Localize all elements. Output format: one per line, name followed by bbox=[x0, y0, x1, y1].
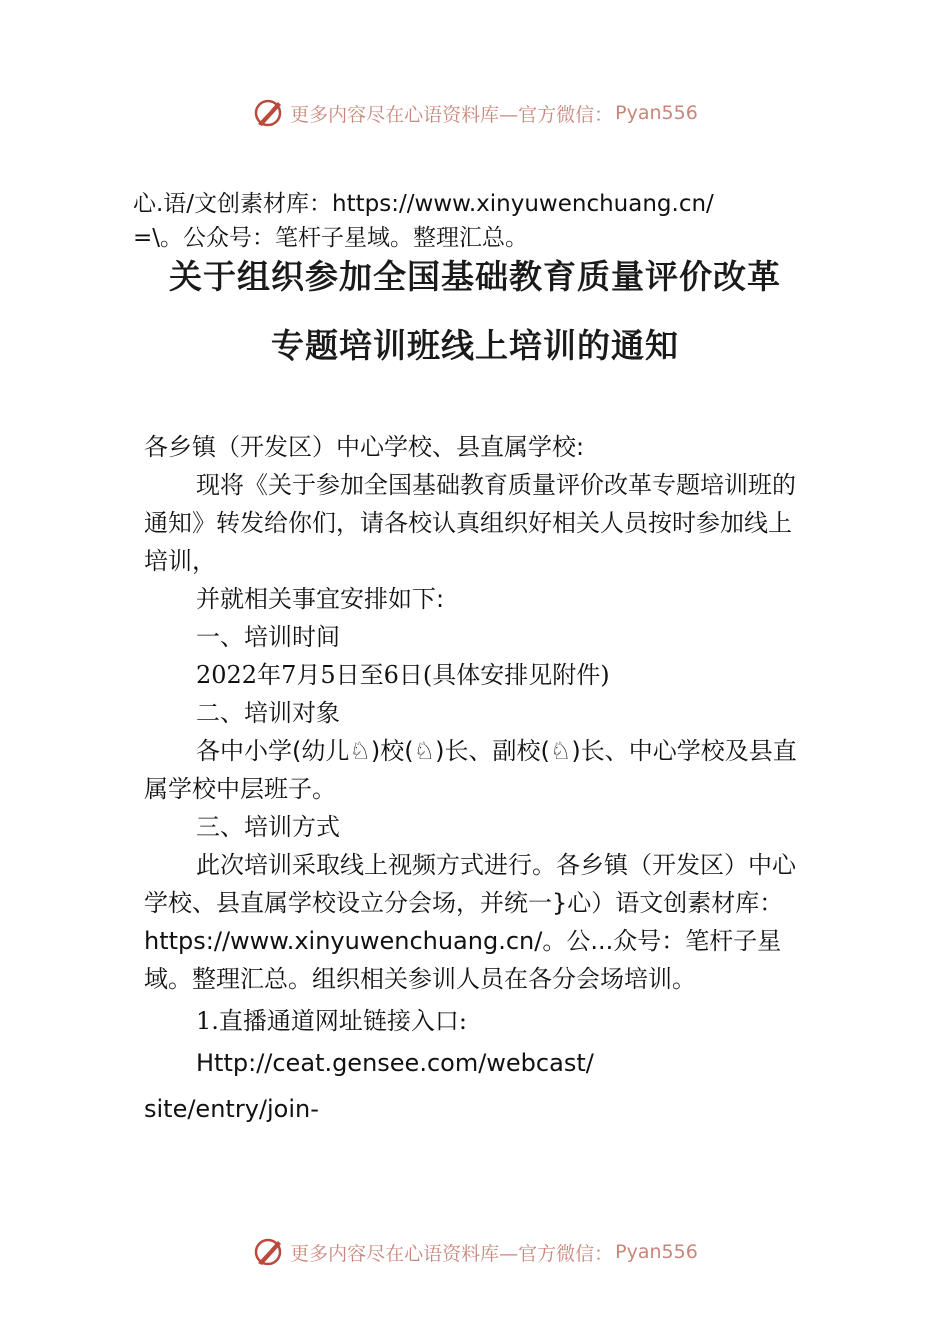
section-2-body: 各中小学(幼儿♘)校(♘)长、副校(♘)长、中心学校及县直属学校中层班子。 bbox=[144, 737, 797, 803]
source-notice bbox=[133, 187, 813, 255]
notice-line-2: =\。公众号：笔杆子星域。整理汇总。 bbox=[133, 225, 529, 251]
banner-wechat-id: Pyan556 bbox=[615, 102, 698, 124]
quill-logo-icon bbox=[252, 96, 286, 130]
intro-paragraph: 现将《关于参加全国基础教育质量评价改革专题培训班的通知》转发给你们，请各校认真组织好相关人员按时参加线上培训， bbox=[144, 471, 796, 575]
live-url-line-1[interactable]: Http://ceat.gensee.com/webcast/ bbox=[196, 1049, 594, 1077]
arrange-paragraph: 并就相关事宜安排如下: bbox=[196, 585, 445, 613]
document-title-line-2: 专题培训班线上培训的通知 bbox=[271, 326, 679, 365]
live-url-line-2[interactable]: site/entry/join- bbox=[144, 1095, 319, 1123]
live-channel-label: 1.直播通道网址链接入口: bbox=[196, 1007, 467, 1035]
section-1-heading: 一、培训时间 bbox=[196, 623, 340, 651]
section-1-body: 2022年7月5日至6日(具体安排见附件) bbox=[196, 661, 610, 689]
document-title-line-1: 关于组织参加全国基础教育质量评价改革 bbox=[169, 257, 781, 296]
notice-line-1: 心.语/文创素材库：https://www.xinyuwenchuang.cn/ bbox=[133, 191, 714, 217]
quill-logo-icon bbox=[252, 1235, 286, 1269]
banner-text: 更多内容尽在心语资料库—官方微信： bbox=[290, 1242, 614, 1265]
section-2-heading: 二、培训对象 bbox=[196, 699, 340, 727]
banner-wechat-id: Pyan556 bbox=[615, 1241, 698, 1263]
banner-text: 更多内容尽在心语资料库—官方微信： bbox=[290, 103, 614, 126]
header-banner bbox=[0, 93, 950, 133]
salutation: 各乡镇（开发区）中心学校、县直属学校: bbox=[144, 433, 585, 461]
footer-banner bbox=[0, 1232, 950, 1272]
section-3-body: 此次培训采取线上视频方式进行。各乡镇（开发区）中心学校、县直属学校设立分会场，并统一}心）语文创素材库：https://www.xinyuwenchuang.cn/。公...众号：笔杆子星域。整理汇总。组织相关参训人员在各分会场培训。 bbox=[144, 851, 796, 993]
section-3-heading: 三、培训方式 bbox=[196, 813, 340, 841]
document-body bbox=[144, 428, 814, 1128]
